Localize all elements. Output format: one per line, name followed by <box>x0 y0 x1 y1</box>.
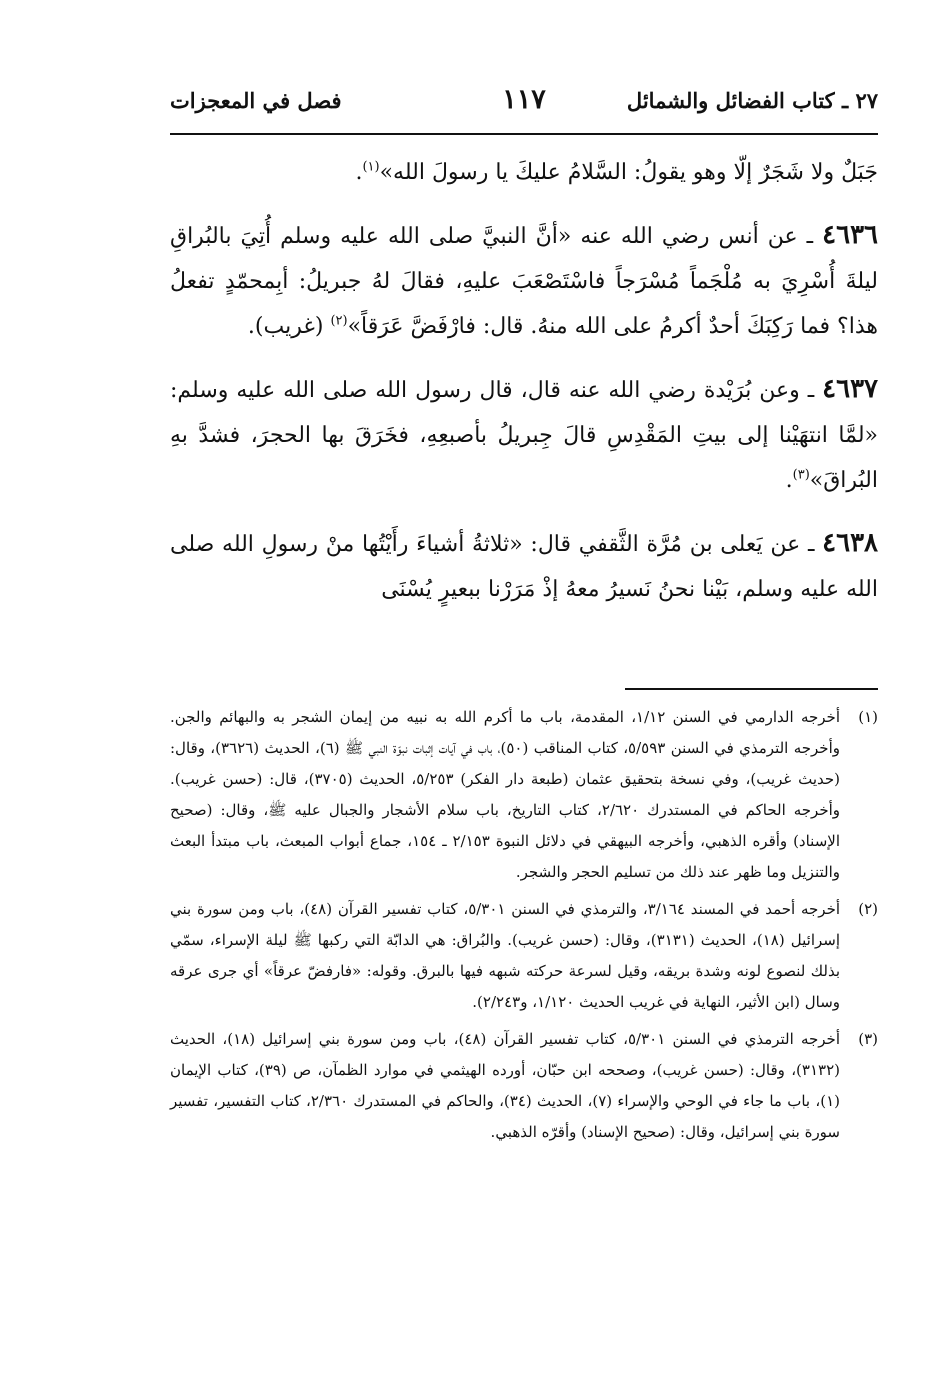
footnote-text: أخرجه أحمد في المسند ٣/١٦٤، والترمذي في السنن ٥/٣٠١، كتاب تفسير القرآن (٤٨)، باب ومن سورة بني إسرائيل (١٨)، الحديث (٣١٣١)، وقال: (حسن غريب). والبُراق: هي الدابّة التي ركبها ﷺ ليلة الإسراء، سمّي بذلك لنصوع لونه وشدة بريقه، وقيل لسرعة حركته شبهه فيها بالبرق. وقوله: «فارفضّ عرقاً» أي جرى عرقه وسال (ابن الأثير، النهاية في غريب الحديث ١/١٢٠، و٢/٢٤٣). <box>170 900 841 1011</box>
footnote-ref: (٣) <box>792 467 810 483</box>
footnote-number: (١) <box>858 708 878 726</box>
chapter-title: ٢٧ ـ كتاب الفضائل والشمائل <box>626 88 878 113</box>
hadith-4637 <box>170 367 878 503</box>
footnote <box>170 894 878 1018</box>
footnotes <box>170 702 878 1154</box>
hadith-number: ٤٦٣٦ <box>822 220 878 250</box>
hadith-4636 <box>170 213 878 349</box>
paragraph-end: . <box>355 160 363 185</box>
page-number: ١١٧ <box>502 84 546 115</box>
footnote-number: (٣) <box>858 1030 878 1048</box>
paragraph-text: جَبَلٌ ولا شَجَرٌ إلّا وهو يقولُ: السَّلامُ عليكَ يا رسولَ الله» <box>379 160 878 185</box>
page-header <box>170 84 878 130</box>
footnote-text: أخرجه الترمذي في السنن ٥/٣٠١، كتاب تفسير القرآن (٤٨)، باب ومن سورة بني إسرائيل (١٨)، الحديث (٣١٣٢)، وقال: (حسن غريب)، وصححه ابن حبّان، أورده الهيثمي في موارد الظمآن، ص (٣٩)، كتاب الإيمان (١)، باب ما جاء في الوحي والإسراء (٧)، الحديث (٣٤)، والحاكم في المستدرك ٢/٣٦٠، كتاب التفسير، تفسير سورة بني إسرائيل، وقال: (صحيح الإسناد) وأقرّه الذهبي. <box>170 1030 840 1141</box>
footnote <box>170 1024 878 1148</box>
hadith-number: ٤٦٣٧ <box>822 374 878 404</box>
footnote <box>170 702 878 888</box>
footnote-number: (٢) <box>858 900 878 918</box>
hadith-text: ـ وعن بُرَيْدة رضي الله عنه قال، قال رسول الله صلى الله عليه وسلم: «لمَّا انتهَيْنا إلى بيتِ المَقْدِسِ قالَ جِبريلُ بأصبعِهِ، فخَرَقَ بها الحجرَ، فشدَّ بهِ البُراقَ» <box>170 378 878 493</box>
hadith-text: ـ عن أنس رضي الله عنه «أنَّ النبيَّ صلى الله عليه وسلم أُتِيَ بالبُراقِ ليلةَ أُسْرِيَ به مُلْجَماً مُسْرَجاً فاسْتَصْعَبَ عليهِ، فقالَ لهُ جبريلُ: أبِمحمّدٍ تفعلُ هذا؟ فما رَكِبَكَ أحدٌ أكرمُ على الله منهُ. قال: فارْفَضَّ عَرَقاً» <box>170 224 878 339</box>
footnote-rule <box>625 688 878 690</box>
main-text <box>170 150 878 612</box>
paragraph-end: . <box>785 468 793 493</box>
hadith-grade: (غريب). <box>247 314 331 339</box>
header-rule <box>170 133 878 135</box>
section-title: فصل في المعجزات <box>170 88 342 113</box>
hadith-text: ـ عن يَعلى بن مُرَّة الثَّقفي قال: «ثلاثةُ أشياءَ رأَيْتُها منْ رسولِ الله صلى الله عليه وسلم، بَيْنا نحنُ نَسيرُ معهُ إذْ مَرَرْنا ببعيرٍ يُسْنَى <box>170 532 878 602</box>
paragraph-continuation <box>170 150 878 195</box>
footnote-text: أخرجه الدارمي في السنن ١/١٢، المقدمة، باب ما أكرم الله به نبيه من إيمان الشجر به والبهائم والجن. وأخرجه الترمذي في السنن ٥/٥٩٣، كتاب المناقب (٥٠)، باب في آيات إثبات نبوّة النبي ﷺ (٦)، الحديث (٣٦٢٦)، وقال: (حديث غريب)، وفي نسخة بتحقيق عثمان (طبعة دار الفكر) ٥/٢٥٣، الحديث (٣٧٠٥)، قال: (حسن غريب). وأخرجه الحاكم في المستدرك ٢/٦٢٠، كتاب التاريخ، باب سلام الأشجار والجبال عليه ﷺ، وقال: (صحيح الإسناد) وأقره الذهبي، وأخرجه البيهقي في دلائل النبوة ٢/١٥٣ ـ ١٥٤، جماع أبواب المبعث، باب مبتدأ البعث والتنزيل وما ظهر عند ذلك من تسليم الحجر والشجر. <box>170 708 841 881</box>
footnote-ref: (١) <box>362 159 380 175</box>
hadith-4638 <box>170 521 878 612</box>
hadith-number: ٤٦٣٨ <box>822 528 878 558</box>
footnote-ref: (٢) <box>330 313 348 329</box>
